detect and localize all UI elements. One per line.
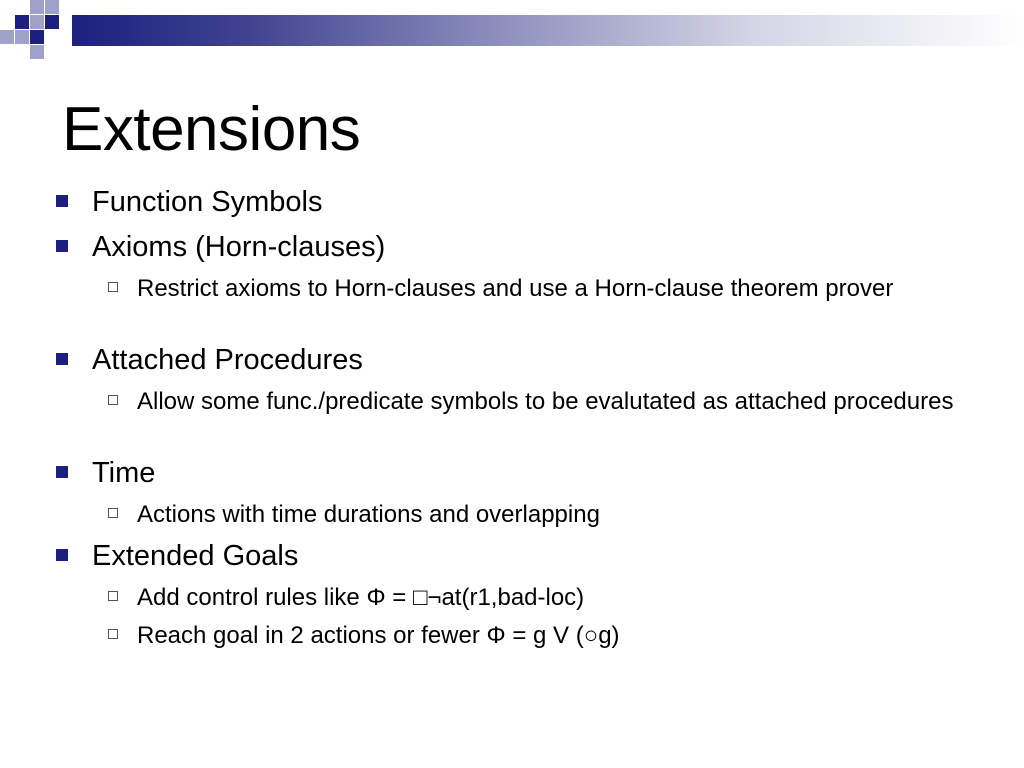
sub-bullet-text: Add control rules like Φ = □¬at(r1,bad-loc) (137, 584, 585, 611)
hollow-square-bullet-icon (108, 629, 118, 639)
square-bullet-icon (56, 353, 68, 365)
deco-square (30, 15, 44, 29)
sub-bullet-text: Restrict axioms to Horn-clauses and use a Horn-clause theorem prover (137, 275, 894, 302)
header-gradient-bar (72, 15, 1024, 46)
sub-bullet-reach-goal (137, 620, 987, 651)
bullet-function-symbols (92, 185, 323, 219)
sub-bullet-control-rules (137, 582, 987, 613)
square-bullet-icon (56, 195, 68, 207)
square-bullet-icon (56, 549, 68, 561)
bullet-extended-goals (92, 539, 298, 573)
bullet-text: Function Symbols (92, 186, 323, 218)
deco-square (45, 0, 59, 14)
slide-title: Extensions (62, 95, 361, 164)
deco-square (0, 30, 14, 44)
deco-square (45, 15, 59, 29)
deco-square (30, 45, 44, 59)
bullet-time (92, 456, 155, 490)
deco-square (30, 30, 44, 44)
sub-bullet-text: Allow some func./predicate symbols to be evalutated as attached procedures (137, 388, 954, 415)
deco-square (30, 0, 44, 14)
hollow-square-bullet-icon (108, 591, 118, 601)
hollow-square-bullet-icon (108, 395, 118, 405)
square-bullet-icon (56, 240, 68, 252)
bullet-text: Time (92, 457, 156, 489)
corner-squares-decoration (0, 0, 80, 64)
sub-bullet-time-durations (137, 499, 987, 530)
square-bullet-icon (56, 466, 68, 478)
bullet-text: Axioms (Horn-clauses) (92, 231, 386, 263)
hollow-square-bullet-icon (108, 282, 118, 292)
sub-bullet-horn-clauses (137, 273, 987, 304)
sub-bullet-text: Actions with time durations and overlapping (137, 501, 600, 528)
bullet-text: Attached Procedures (92, 344, 363, 376)
sub-bullet-text: Reach goal in 2 actions or fewer Φ = g V (○g) (137, 622, 620, 649)
deco-square (15, 30, 29, 44)
deco-square (15, 15, 29, 29)
bullet-text: Extended Goals (92, 540, 299, 572)
hollow-square-bullet-icon (108, 508, 118, 518)
sub-bullet-func-predicate (137, 386, 987, 417)
bullet-attached-procedures (92, 343, 363, 377)
bullet-axioms (92, 230, 385, 264)
